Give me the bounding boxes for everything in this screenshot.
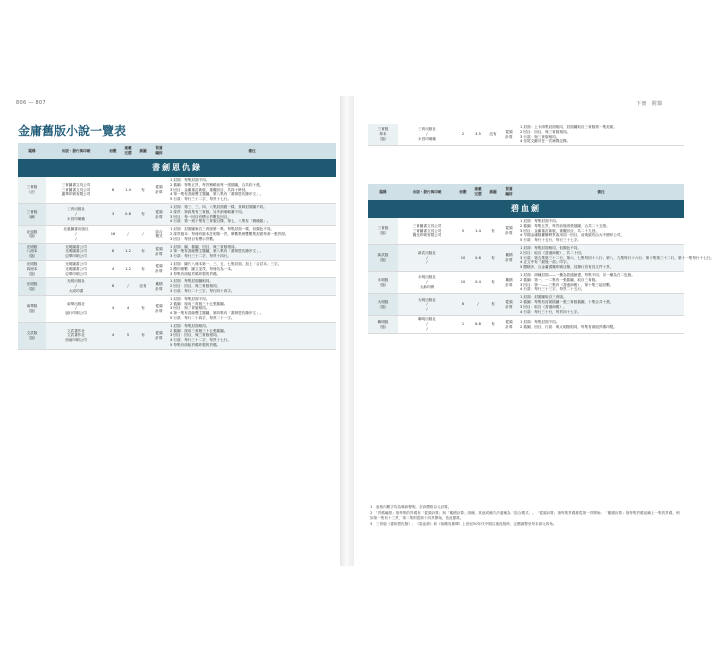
publisher-cell: 光明出版社 / 大成印書: [46, 278, 106, 295]
layout-cell: 累積 計算: [500, 271, 518, 293]
illustration-cell: 沒有: [136, 278, 150, 295]
edition-label: 文武版 （盜）: [18, 322, 46, 349]
table-row: [18, 260, 336, 277]
price-cell: 1.2: [120, 260, 136, 277]
publisher-cell: 三育出版社 / 永昌印刷廠: [46, 203, 106, 225]
column-header: 插圖: [486, 184, 500, 200]
note-line: 3 行款：每行三十二字，每頁十四行。: [170, 254, 231, 259]
volumes-cell: 8: [106, 243, 120, 260]
note-line: 5 行款：每行三十二字，每頁十七行。: [170, 197, 231, 202]
notes-cell: [518, 244, 714, 271]
table-row: [18, 295, 336, 322]
layout-cell: 從頭 計算: [500, 124, 518, 146]
note-line: 1 封面：每集封面不同。: [520, 219, 560, 223]
edition-label: 三育版 埠本 （盜）: [368, 124, 398, 146]
note-line: 2 插圖：每集五頁，每頁前後兩張插圖，合共二十五張。: [520, 223, 610, 228]
table-row: [18, 203, 336, 225]
note-line: 2 第一集有香綰豐主題圖，第八集有「書劍恩仇錄序文」。: [170, 249, 264, 254]
table-row: [18, 278, 336, 295]
note-line: 1 封面：封面圖案自三育版第一集，每集封面一樣，但顏色不同。: [170, 227, 275, 232]
edition-label: 南華版 （盜）: [18, 295, 46, 322]
note-line: 2 扉頁：第四集有三育版，另外兩冊略兼不同。: [170, 209, 246, 214]
note-line: 3 回目：與三育版相同。: [170, 306, 210, 311]
note-line: 3 行款：第五集第三十二行，第六、七集每回十八行；第八、九集每行十六行；第十集第三十二行，第十一集每行十七行。: [520, 255, 714, 260]
volumes-cell: 6: [456, 294, 470, 316]
table-row: [368, 271, 684, 293]
illustration-cell: 有: [136, 295, 150, 322]
edition-label: 永明版 （盜）: [368, 271, 398, 293]
note-line: 1 封面：圖、插圖、回目，與三育版相同。: [170, 244, 239, 249]
price-cell: 3.5: [470, 124, 486, 146]
volumes-cell: 4: [106, 322, 120, 349]
note-line: 2 插圖：採用三育版三十五張插圖。: [170, 301, 228, 306]
volumes-cell: 10: [456, 244, 470, 271]
note-line: 1 封面：圖片八冊本第一、三、五、七集封面，加上「合訂本」三字。: [170, 261, 282, 266]
notes-cell: [168, 260, 336, 277]
left-table-header: [18, 143, 336, 159]
note-line: 3 回目：回目，與三育版相同。: [170, 333, 221, 338]
edition-label: 光明版 四冊本 （盜）: [18, 260, 46, 277]
note-line: 4 早期金庸版權權利頁改用同一回目，這幾版有由大中國印公司。: [520, 233, 625, 238]
notes-cell: [518, 124, 684, 146]
edition-label: 三育版 （正）: [18, 177, 46, 203]
notes-cell: [518, 218, 684, 244]
note-line: 5 每集有兩組頁碼印製的頁碼。: [170, 342, 221, 347]
note-line: 2 扉頁版本：每冊有版本註明第一頁，單數集與雙數集封面每套一張頁面。: [170, 231, 289, 236]
table-row: [18, 177, 336, 203]
publisher-cell: 新武出版社 / /: [398, 244, 456, 271]
volumes-cell: 8: [106, 177, 120, 203]
price-cell: 1.4: [470, 218, 486, 244]
column-header: 題稱: [368, 184, 398, 200]
note-line: 3 回目：每回目有標示頁數。: [170, 236, 217, 241]
note-line: 3 行款：每行二十三字，每行四十四字。: [170, 288, 235, 293]
publisher-cell: 永明出版社 / 大新印務: [398, 271, 456, 293]
note-line: 5 行款：每行十五行，每行三十七字。: [520, 238, 581, 243]
layout-cell: 綜合 模式: [150, 226, 168, 243]
edition-label: 大明版 （盜）: [368, 294, 398, 316]
footnote-item: 3 三育版《書劍恩仇錄》、《碧血劍》和《射鵰英雄傳》上世紀50年代中期以後再版時，定價調整至每本兩元四角。: [370, 522, 557, 526]
note-line: 5 行款：每行二十四字，每頁二十一字。: [170, 315, 235, 320]
publisher-cell: 三育圖書文具公司 三育圖書文具公司 僑光印刷有限公司: [398, 218, 456, 244]
table-row: [368, 244, 684, 271]
volumes-cell: 3: [106, 203, 120, 225]
volumes-cell: 10: [456, 271, 470, 293]
price-cell: 1.2: [120, 243, 136, 260]
notes-cell: [518, 316, 684, 333]
note-line: 1 封面：上卡兩集封面相同，封面圖取自三育版第一集封面。: [520, 125, 617, 129]
left-running-head: 806 — 807: [16, 100, 46, 106]
illustration-cell: 有: [136, 260, 150, 277]
publisher-cell: 北風圖書出版社 / /: [46, 226, 106, 243]
price-cell: 8.8: [470, 316, 486, 333]
illustration-cell: 有: [136, 322, 150, 349]
price-cell: 4: [120, 295, 136, 322]
illustration-cell: 有: [486, 271, 500, 293]
publisher-cell: 三育圖書文具公司 三育圖書文具公司 盧華印刷有限公司: [46, 177, 106, 203]
note-line: 3 回目：金庸重訂新版，重擬回目，共二十九回。: [520, 228, 599, 233]
column-header: 連載 定價: [120, 143, 136, 159]
footnote-item: 1 表格內數字均為筆跡聲明，全套價格以元計算。: [370, 505, 452, 509]
note-line: 4 行款：每行三十三字，每頁二十五行。: [520, 287, 585, 292]
publisher-cell: 聯明出版社 / /: [398, 316, 456, 333]
column-header: 出版・發行與印刷: [398, 184, 456, 200]
note-line: 2 插圖、回目、行款：與大明版相同，每集有兩組頁碼印製。: [520, 324, 617, 329]
illustration-cell: 有: [136, 203, 150, 225]
price-cell: 0.6: [470, 244, 486, 271]
note-line: 2 回目：回目，與三育版相同。: [170, 284, 221, 289]
note-line: 2 回目：取自《香港商報》，共二十回。: [520, 250, 585, 255]
column-header: 出版・發行與印刷: [46, 143, 106, 159]
note-line: 1 封面：每集封面不同。: [170, 296, 210, 301]
note-line: 3 回目：每一回目有標示頁數及回目。: [170, 214, 231, 219]
right-continued-table: [368, 124, 684, 146]
note-line: 4 行款：第一到十集有三育版目錄，第七、八集有「劉備版」。: [170, 219, 271, 224]
note-line: 3 回目：第一——三集有《香港商報》，第十集三起回數。: [520, 282, 614, 287]
right-novels-table: [368, 184, 714, 334]
column-header: 備注: [518, 184, 684, 200]
footnote-item: 2 「頁碼編排」指每集的頁碼有「從頭計算」與「累積計算」兩種，其他或種方法還稱為「綜合模式」。「從頭計算」指每集頁碼都從第一頁開始；「累積計算」指每集頁碼延續上一集的頁碼，例如第一集有十三頁，第二集則從第十四頁開始，依此類推。: [370, 511, 680, 520]
table-row: [368, 316, 684, 333]
edition-label: 三育版 （盜）: [368, 218, 398, 244]
column-header: 插圖: [136, 143, 150, 159]
layout-cell: 從頭 計算: [150, 260, 168, 277]
left-novels-table: [18, 143, 336, 350]
section-row: [18, 159, 336, 177]
edition-label: 三育版 （續）: [18, 203, 46, 225]
note-line: 4 正文中有『最後一部』印字。: [520, 260, 571, 265]
note-line: 2 插圖：每集五頁，每頁簡略前每一張插圖，合共約十張。: [170, 182, 264, 187]
layout-cell: 從頭 計算: [150, 177, 168, 203]
table-row: [18, 322, 336, 349]
right-table-header: [368, 184, 684, 200]
publisher-cell: 三育出版社 / 永昌印刷廠: [398, 124, 456, 146]
layout-cell: 從頭 計算: [500, 316, 518, 333]
note-line: 3 回目：取自《香港商報》。: [520, 304, 567, 309]
note-line: 2 插圖：每集有封面插圖一張三育版插圖，十集合共十張。: [520, 299, 614, 304]
right-running-head: 下冊 附錄: [636, 101, 663, 107]
layout-cell: 從頭 計算: [150, 243, 168, 260]
table-row: [18, 243, 336, 260]
price-cell: 1.4: [120, 177, 136, 203]
table-row: [368, 124, 684, 146]
price-cell: 5: [120, 322, 136, 349]
volumes-cell: 8: [106, 278, 120, 295]
note-line: 5 體積多，合金庸書籍印刷目錄，其錄行首有其文件十頁。: [520, 265, 614, 270]
illustration-cell: 有: [486, 218, 500, 244]
note-line: 4 第一集有香綰豐主題圖，第八集有「書劍恩仇錄序文」。: [170, 192, 264, 197]
volumes-cell: 5: [456, 218, 470, 244]
note-line: 2 體印冊數：圖文並茂，每冊各為一本。: [170, 266, 235, 271]
illustration-cell: 有: [486, 294, 500, 316]
note-line: 4 至尾文獻可任一次補問記錄。: [520, 139, 571, 144]
layout-cell: 從頭 計算: [500, 294, 518, 316]
illustration-cell: 有: [136, 243, 150, 260]
note-line: 1 封面：每集封面相同，但顏色不同。: [520, 245, 581, 250]
edition-label: 北風版 （盜）: [18, 226, 46, 243]
note-line: 1 封面：每集封面不同。: [170, 178, 210, 182]
note-line: 1 封面：每集封面相同。: [170, 323, 210, 328]
edition-label: 光明版 （盜）: [18, 278, 46, 295]
volumes-cell: 2: [456, 124, 470, 146]
note-line: 1 封面：每集封面圖相同。: [170, 279, 213, 284]
notes-cell: [168, 226, 336, 243]
notes-cell: [168, 278, 336, 295]
publisher-cell: 光明圖書公司 光明圖書公司 亞華印刷公司: [46, 260, 106, 277]
note-line: 3 行款：與三育版相同。: [520, 134, 560, 139]
edition-label: 聯明版 （盜）: [368, 316, 398, 333]
column-header: 題稱: [18, 143, 46, 159]
section-title: 碧血劍: [368, 200, 684, 218]
illustration-cell: 有: [136, 177, 150, 203]
layout-cell: 從頭 計算: [150, 322, 168, 349]
note-line: 1 封面：封面圖取自三育版。: [520, 295, 567, 300]
layout-cell: 累積 計算: [150, 278, 168, 295]
column-header: 買賣 編排: [500, 184, 518, 200]
volumes-cell: 16: [106, 226, 120, 243]
column-header: 冊數: [106, 143, 120, 159]
column-header: 備注: [168, 143, 336, 159]
edition-label: 新武版 （盜）: [368, 244, 398, 271]
price-cell: 0.8: [120, 203, 136, 225]
illustration-cell: 有: [486, 316, 500, 333]
layout-cell: 從頭 計算: [500, 218, 518, 244]
volumes-cell: 4: [106, 260, 120, 277]
publisher-cell: 大明出版社 / /: [398, 294, 456, 316]
notes-cell: [168, 243, 336, 260]
notes-cell: [168, 322, 336, 349]
price-cell: /: [120, 278, 136, 295]
page-title: 金庸舊版小說一覽表: [18, 124, 127, 138]
note-line: 4 行款：每行三十二字，每頁十七行。: [170, 338, 231, 343]
note-line: 3 每集有兩組頁碼印製的頁碼。: [170, 271, 221, 276]
note-line: 2 插圖：採用三育版三十五張插圖。: [170, 328, 228, 333]
layout-cell: 累積 計算: [500, 244, 518, 271]
note-line: 4 行款：每行三十行，每頁四十七字。: [520, 309, 581, 314]
notes-cell: [168, 295, 336, 322]
publisher-cell: 文武書作社 文武書作社 西南印刷公司: [46, 322, 106, 349]
footnotes: [370, 505, 680, 528]
illustration-cell: /: [136, 226, 150, 243]
edition-label: 光明版 八冊本 （盜）: [18, 243, 46, 260]
note-line: 3 回目：金庸重訂新版，重擬回目，共四十餘回。: [170, 187, 249, 192]
notes-cell: [518, 294, 684, 316]
illustration-cell: 沒有: [486, 124, 500, 146]
note-line: 2 回目：回目，與三育版相同。: [520, 129, 571, 134]
illustration-cell: 有: [486, 244, 500, 271]
note-line: 1 封面：每集封面不同。: [520, 319, 560, 324]
notes-cell: [168, 177, 336, 203]
note-line: 1 封面：第三、三、四、八集封面跟一樣，其餘封面圖不同。: [170, 204, 267, 209]
table-row: [368, 218, 684, 244]
publisher-cell: 光明圖書公司 光明圖書公司 亞華印刷公司: [46, 243, 106, 260]
layout-cell: 從頭 計算: [150, 295, 168, 322]
column-header: 買賣 編排: [150, 143, 168, 159]
table-row: [368, 294, 684, 316]
price-cell: 0.4: [470, 271, 486, 293]
table-row: [18, 226, 336, 243]
section-title: 書劍恩仇錄: [18, 159, 336, 177]
volumes-cell: 4: [106, 295, 120, 322]
notes-cell: [518, 271, 684, 293]
notes-cell: [168, 203, 336, 225]
note-line: 2 插圖：第一、一二集有一張插圖，取自三育版。: [520, 277, 599, 282]
book-gutter: [340, 96, 354, 566]
section-row: [368, 200, 684, 218]
volumes-cell: 1: [456, 316, 470, 333]
price-cell: /: [120, 226, 136, 243]
note-line: 1 封面：兩種封面——一種為普通繪畫，每集不同；另一種為白二色版。: [520, 272, 635, 277]
publisher-cell: 南華出版社 / 風行印刷公司: [46, 295, 106, 322]
column-header: 冊數: [456, 184, 470, 200]
layout-cell: 從頭 計算: [150, 203, 168, 225]
price-cell: /: [470, 294, 486, 316]
column-header: 連載 定價: [470, 184, 486, 200]
note-line: 4 第一集有香綰豐主題圖，第四集有「書劍恩仇錄序文」。: [170, 311, 264, 316]
